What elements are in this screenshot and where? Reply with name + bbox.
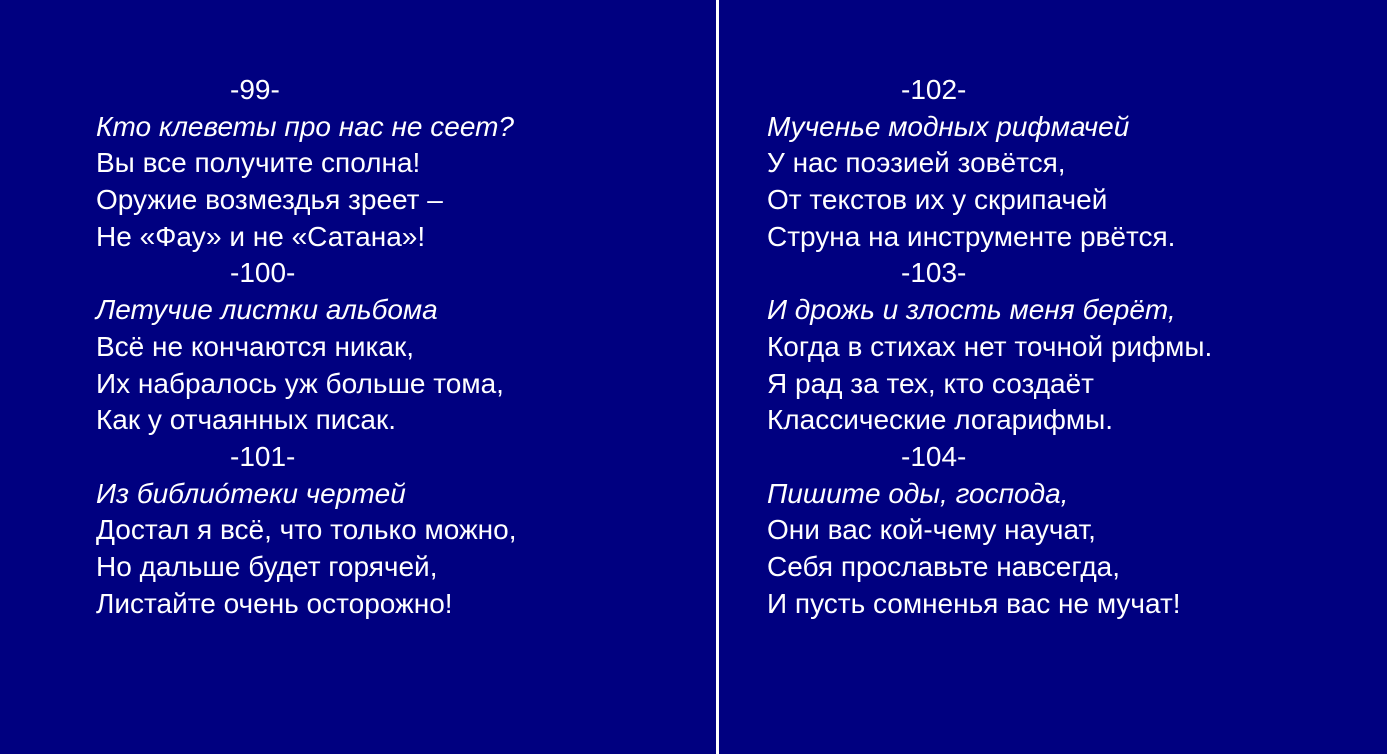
- poem-line: Всё не кончаются никак,: [96, 330, 415, 362]
- poem-99: [96, 72, 517, 255]
- poem-line: Вы все получите сполна!: [96, 147, 421, 179]
- poem-line: Себя прославьте навсегда,: [767, 550, 1121, 582]
- right-page: [719, 0, 1387, 754]
- right-poems: [767, 72, 1212, 622]
- poem-line: Не «Фау» и не «Сатана»!: [96, 220, 426, 252]
- poem-100: [96, 255, 517, 438]
- poem-103: [767, 255, 1212, 438]
- poem-line: Когда в стихах нет точной рифмы.: [767, 330, 1213, 362]
- poem-first-line: Из библио́теки чертей: [96, 477, 406, 509]
- poem-line: У нас поэзией зовётся,: [767, 147, 1066, 179]
- poem-line: Но дальше будет горячей,: [96, 550, 438, 582]
- poem-line: Струна на инструменте рвётся.: [767, 220, 1176, 252]
- poem-line: Классические логарифмы.: [767, 404, 1114, 436]
- poem-line: Я рад за тех, кто создаёт: [767, 367, 1095, 399]
- poem-first-line: И дрожь и злость меня берёт,: [767, 294, 1176, 326]
- poem-101: [96, 439, 517, 622]
- poem-first-line: Пишите оды, господа,: [767, 477, 1069, 509]
- poem-first-line: Кто клеветы про нас не сеет?: [96, 110, 514, 142]
- poem-line: Они вас кой-чему научат,: [767, 514, 1096, 546]
- poem-number: -104-: [901, 440, 967, 472]
- poem-line: Оружие возмездья зреет –: [96, 184, 443, 216]
- poem-line: Как у отчаянных писак.: [96, 404, 397, 436]
- poem-line: Их набралось уж больше тома,: [96, 367, 504, 399]
- poem-number: -100-: [230, 257, 296, 289]
- poem-first-line: Летучие листки альбома: [96, 294, 438, 326]
- poem-102: [767, 72, 1212, 255]
- poem-number: -99-: [230, 74, 280, 105]
- poem-number: -103-: [901, 257, 967, 289]
- poem-number: -101-: [230, 440, 296, 472]
- poem-first-line: Мученье модных рифмачей: [767, 110, 1130, 142]
- poem-104: [767, 439, 1212, 622]
- poem-line: Листайте очень осторожно!: [96, 587, 453, 619]
- poem-number: -102-: [901, 74, 967, 105]
- poem-line: Достал я всё, что только можно,: [96, 514, 517, 546]
- poem-line: От текстов их у скрипачей: [767, 184, 1108, 216]
- poem-line: И пусть сомненья вас не мучат!: [767, 587, 1181, 619]
- left-poems: [96, 72, 517, 622]
